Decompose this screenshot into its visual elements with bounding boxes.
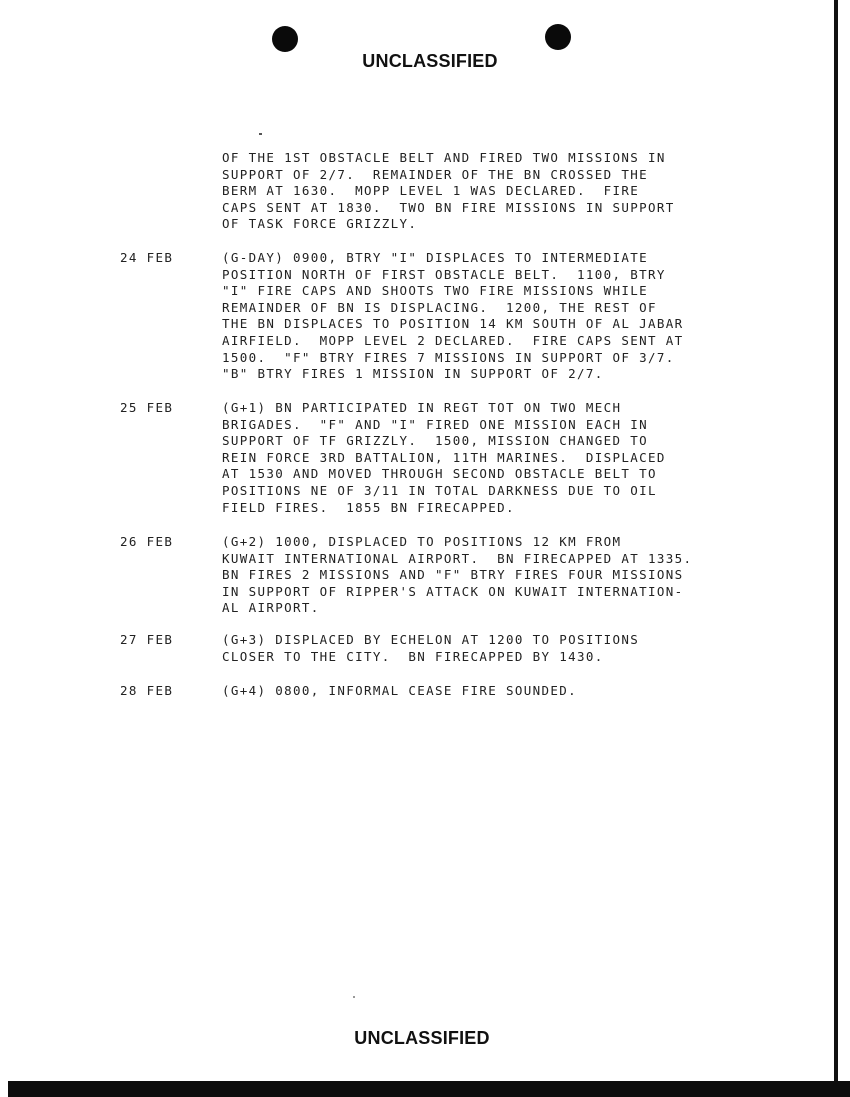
entry-date: 25 FEB (120, 400, 174, 415)
entry-date: 26 FEB (120, 534, 174, 549)
entry-date: 28 FEB (120, 683, 174, 698)
entry-date: 24 FEB (120, 250, 174, 265)
classification-header: UNCLASSIFIED (362, 51, 498, 71)
entry-text: (G+1) BN PARTICIPATED IN REGT TOT ON TWO MECH BRIGADES. "F" AND "I" FIRED ONE MISSION EACH IN SUPPORT OF TF GRIZZLY. 1500, MISSION CHANGED TO REIN FORCE 3RD BATTALION, 11TH MARINES. DISPLACED AT 1530 AND MOVED THROUGH SECOND OBSTACLE BELT TO POSITIONS NE OF 3/11 IN TOTAL DARKNESS DUE TO OIL FIELD FIRES. 1855 BN FIRECAPPED. (222, 400, 666, 515)
entry-date: 27 FEB (120, 632, 174, 647)
page-edge-bottom (8, 1081, 850, 1097)
scan-speck (353, 996, 355, 998)
punch-hole-right (545, 24, 571, 50)
entry-text: (G-DAY) 0900, BTRY "I" DISPLACES TO INTERMEDIATE POSITION NORTH OF FIRST OBSTACLE BELT. 1100, BTRY "I" FIRE CAPS AND SHOOTS TWO FIRE MISSIONS WHILE REMAINDER OF BN IS DISPLACING. 1200, THE REST OF THE BN DISPLACES TO POSITION 14 KM SOUTH OF AL JABAR AIRFIELD. MOPP LEVEL 2 DECLARED. FIRE CAPS SENT AT 1500. "F" BTRY FIRES 7 MISSIONS IN SUPPORT OF 3/7. "B" BTRY FIRES 1 MISSION IN SUPPORT OF 2/7. (222, 250, 684, 382)
entry-text: (G+2) 1000, DISPLACED TO POSITIONS 12 KM FROM KUWAIT INTERNATIONAL AIRPORT. BN FIRECAPPED AT 1335. BN FIRES 2 MISSIONS AND "F" BTRY FIRES FOUR MISSIONS IN SUPPORT OF RIPPER'S ATTACK ON KUWAIT INTERNATION- AL AIRPORT. (222, 534, 693, 616)
entry-text: (G+3) DISPLACED BY ECHELON AT 1200 TO POSITIONS CLOSER TO THE CITY. BN FIRECAPPED BY 1430. (222, 632, 640, 664)
punch-hole-left (272, 26, 298, 52)
page-edge-right (834, 0, 838, 1085)
classification-footer: UNCLASSIFIED (354, 1028, 490, 1048)
scan-speck (259, 133, 262, 135)
entry-text: (G+4) 0800, INFORMAL CEASE FIRE SOUNDED. (222, 683, 578, 698)
entry-text: OF THE 1ST OBSTACLE BELT AND FIRED TWO MISSIONS IN SUPPORT OF 2/7. REMAINDER OF THE BN CROSSED THE BERM AT 1630. MOPP LEVEL 1 WAS DECLARED. FIRE CAPS SENT AT 1830. TWO BN FIRE MISSIONS IN SUPPORT OF TASK FORCE GRIZZLY. (222, 150, 675, 232)
